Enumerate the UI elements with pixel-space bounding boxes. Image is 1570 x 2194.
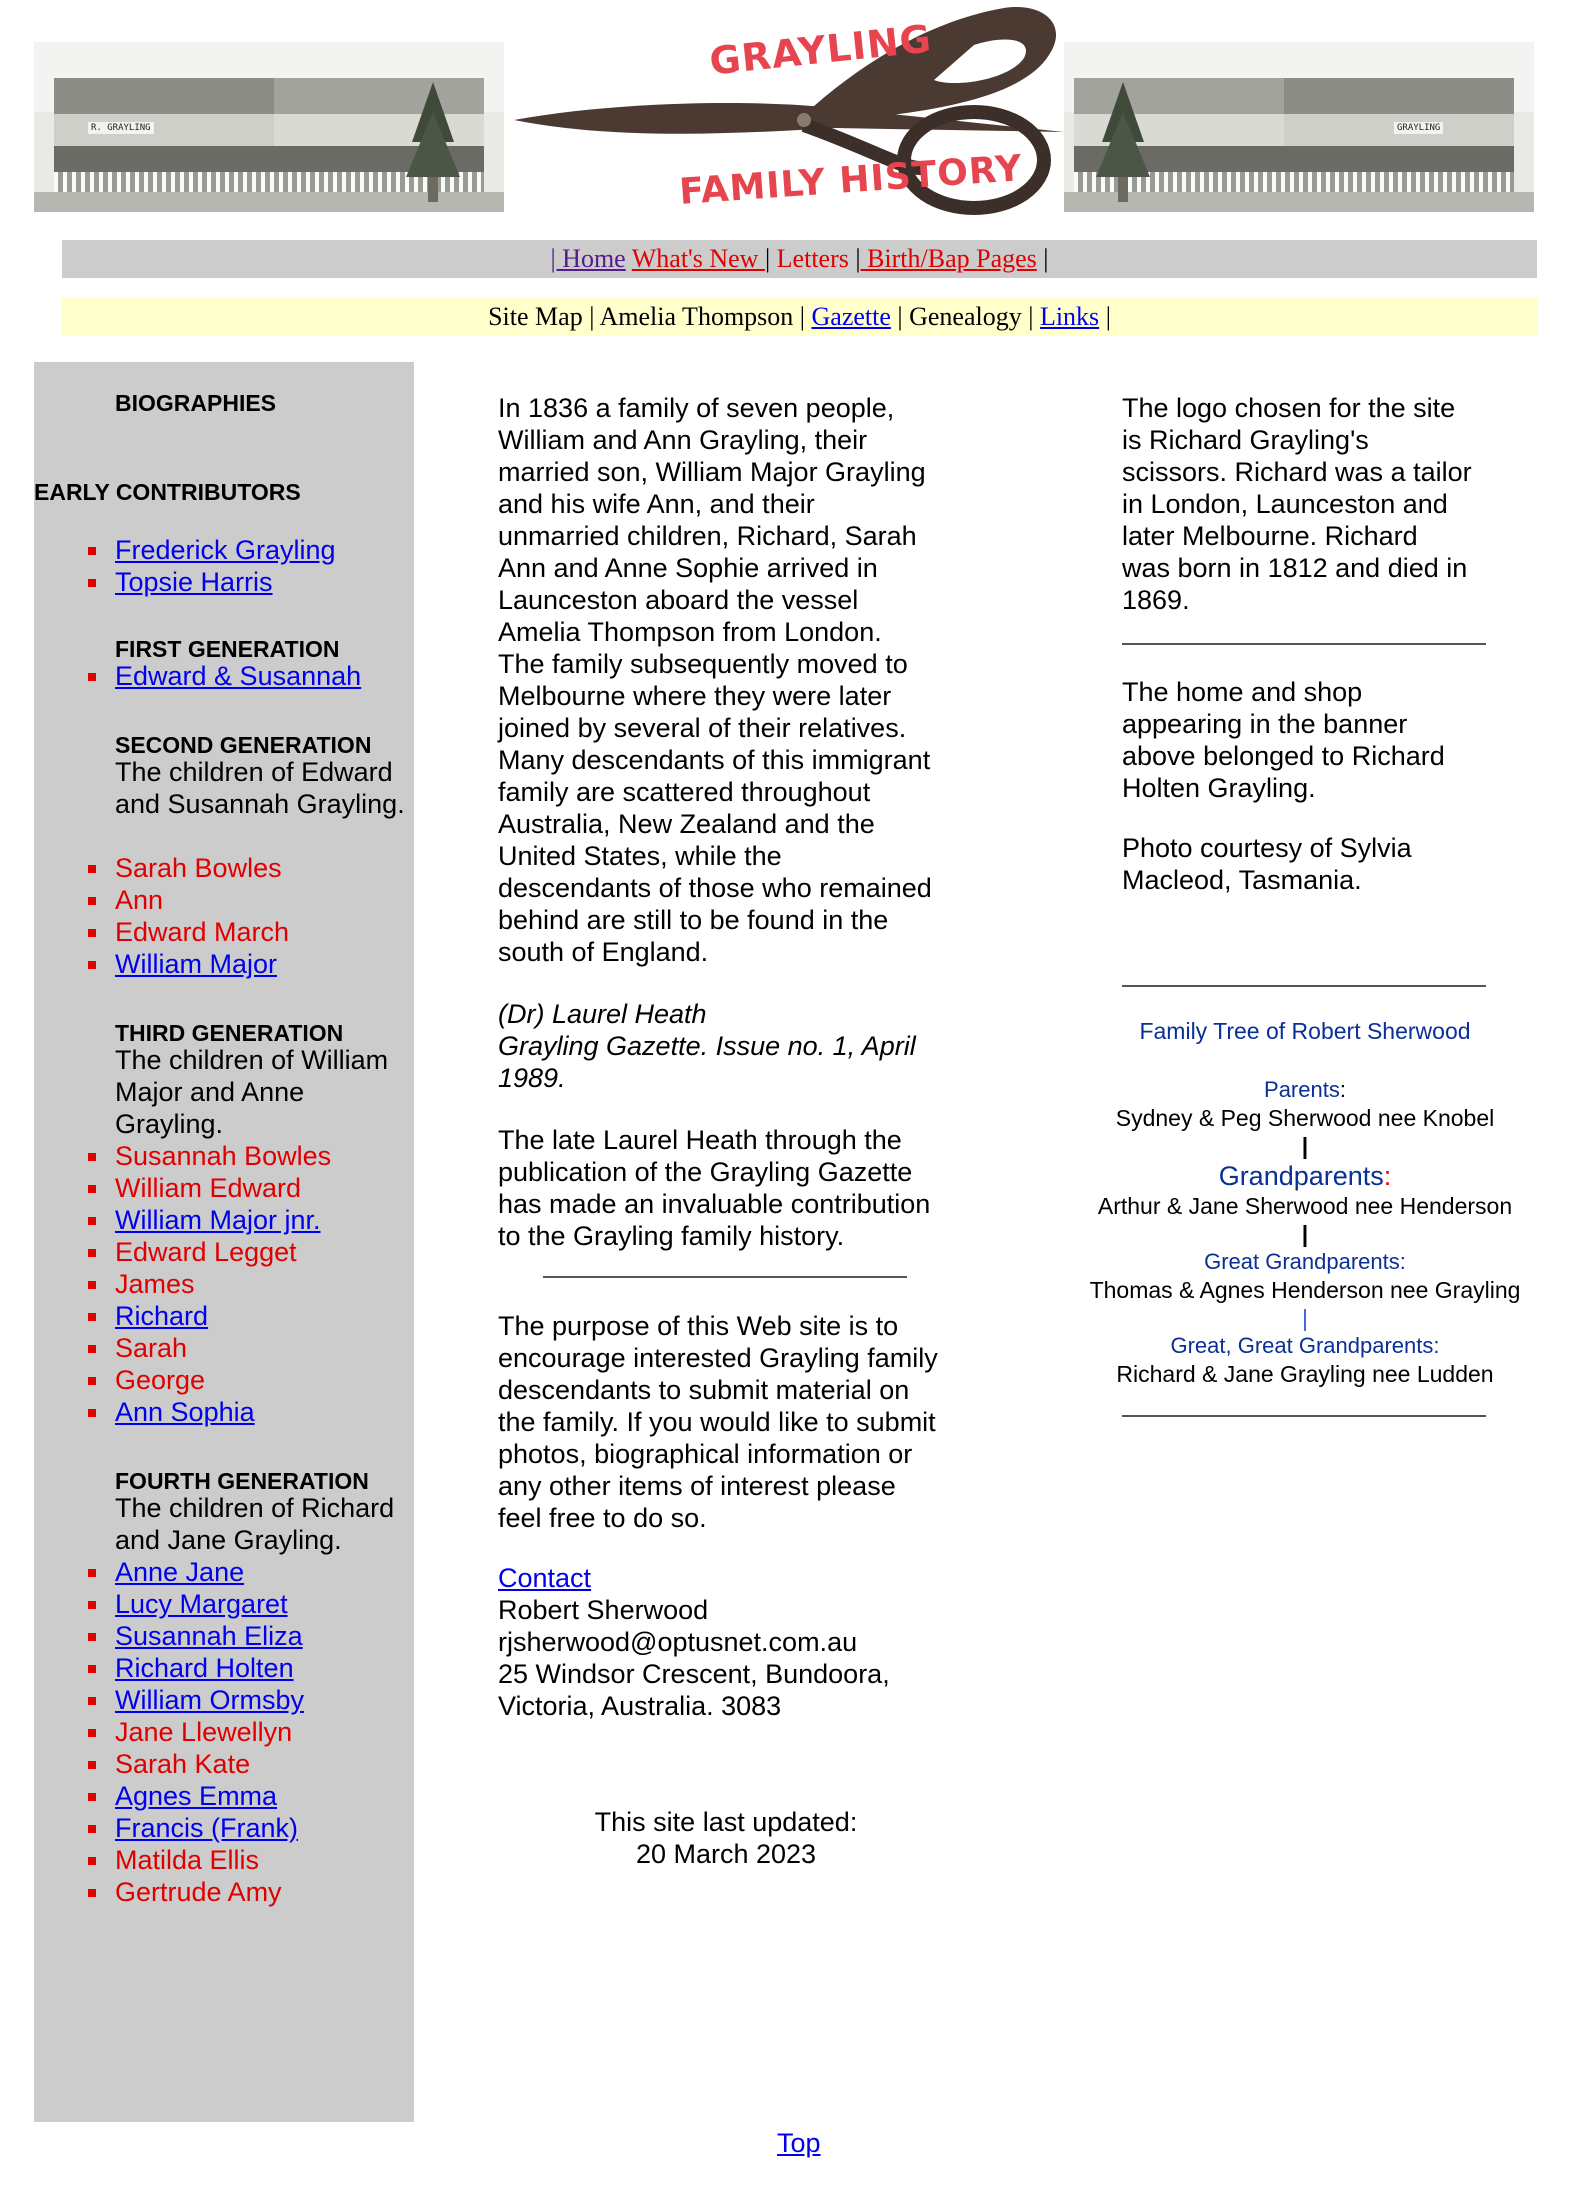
divider — [543, 1276, 907, 1278]
great-great-grandparents-names: Richard & Jane Grayling nee Ludden — [1116, 1361, 1494, 1387]
list-item — [115, 1140, 331, 1172]
list-item — [115, 916, 289, 948]
intro-paragraph — [498, 392, 954, 968]
contact-address: 25 Windsor Crescent, Bundoora, — [498, 1659, 890, 1689]
list-item — [115, 1332, 331, 1364]
text-line: The late Laurel Heath through the — [498, 1125, 902, 1155]
nav-gazette-link[interactable]: Gazette — [811, 302, 891, 331]
bio-name-ann: Ann — [115, 885, 164, 915]
text-line: The logo chosen for the site — [1122, 393, 1456, 423]
text-line: to the Grayling family history. — [498, 1221, 845, 1251]
bio-link-william-major-jnr[interactable]: William Major jnr. — [115, 1205, 321, 1235]
site-logo — [504, 0, 1064, 215]
great-great-grandparents-label: Great, Great Grandparents: — [1170, 1333, 1440, 1358]
list-item — [115, 1812, 304, 1844]
logo-paragraph — [1122, 392, 1486, 616]
label-colon: : — [1383, 1161, 1392, 1191]
list-item — [115, 1364, 331, 1396]
last-updated — [498, 1806, 954, 1870]
banner-sign-left: R. GRAYLING — [88, 122, 154, 134]
text-line: William and Ann Grayling, their — [498, 425, 868, 455]
text-line: later Melbourne. Richard — [1122, 521, 1418, 551]
first-generation-heading: FIRST GENERATION — [115, 636, 340, 662]
text-line: scissors. Richard was a tailor — [1122, 457, 1472, 487]
nav-whats-new-link[interactable]: What's New — [631, 244, 765, 273]
parents-names: Sydney & Peg Sherwood nee Knobel — [1115, 1105, 1495, 1131]
text-line: in London, Launceston and — [1122, 489, 1448, 519]
grandparents-label: Grandparents — [1218, 1161, 1384, 1191]
contact-link[interactable]: Contact — [498, 1563, 592, 1593]
last-updated-date: 20 March 2023 — [635, 1839, 817, 1869]
contact-name: Robert Sherwood — [498, 1595, 709, 1625]
text-line: behind are still to be found in the — [498, 905, 889, 935]
text-line: Melbourne where they were later — [498, 681, 892, 711]
tree-connector: | — [1301, 1133, 1309, 1159]
text-line: has made an invaluable contribution — [498, 1189, 931, 1219]
bio-link-topsie-harris[interactable]: Topsie Harris — [115, 567, 273, 597]
bio-name-james: James — [115, 1269, 195, 1299]
family-tree-title: Family Tree of Robert Sherwood — [1139, 1018, 1471, 1044]
list-item — [115, 1268, 331, 1300]
list-item — [115, 1844, 304, 1876]
list-item — [115, 1588, 304, 1620]
nav-separator: | — [1028, 302, 1034, 331]
bio-name-sarah: Sarah — [115, 1333, 188, 1363]
citation-line: Grayling Gazette. Issue no. 1, April — [498, 1031, 916, 1061]
text-line: publication of the Grayling Gazette — [498, 1157, 913, 1187]
secondary-nav — [62, 298, 1537, 336]
back-to-top-link[interactable]: Top — [777, 2128, 821, 2158]
nav-genealogy: Genealogy — [909, 302, 1022, 331]
text-line: family are scattered throughout — [498, 777, 871, 807]
list-item — [115, 1300, 331, 1332]
third-generation-description: The children of William Major and Anne Grayling. — [115, 1045, 389, 1139]
list-item — [115, 852, 289, 884]
nav-separator: | — [1105, 302, 1111, 331]
banner-photo-left — [34, 42, 504, 212]
text-line: United States, while the — [498, 841, 782, 871]
list-item — [115, 534, 336, 566]
home-shop-paragraph: The home and shop appearing in the banner above belonged to Richard Holten Grayling. — [1122, 677, 1445, 803]
divider — [1122, 643, 1486, 645]
bio-link-richard-holten[interactable]: Richard Holten — [115, 1653, 294, 1683]
nav-separator: | — [799, 302, 805, 331]
text-line: In 1836 a family of seven people, — [498, 393, 895, 423]
list-item — [115, 1780, 304, 1812]
list-item — [115, 1748, 304, 1780]
nav-separator: | — [589, 302, 595, 331]
early-contributors-heading: EARLY CONTRIBUTORS — [34, 479, 301, 505]
family-tree — [1070, 1016, 1540, 1388]
list-item — [115, 1172, 331, 1204]
logo-title-top: GRAYLING — [707, 16, 934, 84]
contact-address: Victoria, Australia. 3083 — [498, 1691, 782, 1721]
grandparents-names: Arthur & Jane Sherwood nee Henderson — [1097, 1193, 1513, 1219]
great-grandparents-label: Great Grandparents: — [1204, 1249, 1406, 1274]
citation-line: 1989. — [498, 1063, 566, 1093]
bio-link-lucy-margaret[interactable]: Lucy Margaret — [115, 1589, 288, 1619]
text-line: unmarried children, Richard, Sarah — [498, 521, 917, 551]
bio-link-william-major[interactable]: William Major — [115, 949, 277, 979]
tree-connector: | — [1301, 1221, 1309, 1247]
bio-name-jane-llewellyn: Jane Llewellyn — [115, 1717, 293, 1747]
nav-site-map: Site Map — [488, 302, 583, 331]
list-item — [115, 1556, 304, 1588]
divider — [1122, 1415, 1486, 1417]
contact-block — [498, 1562, 954, 1722]
author-name: (Dr) Laurel Heath — [498, 999, 707, 1029]
third-generation-list — [115, 1140, 331, 1428]
fourth-generation-description: The children of Richard and Jane Grayling. — [115, 1493, 395, 1555]
tree-connector: | — [1302, 1305, 1308, 1331]
bio-link-edward-susannah[interactable]: Edward & Susannah — [115, 661, 362, 691]
banner-photo-right — [1064, 42, 1534, 212]
text-line: is Richard Grayling's — [1122, 425, 1369, 455]
divider — [1122, 985, 1486, 987]
bio-name-william-edward: William Edward — [115, 1173, 302, 1203]
bio-name-sarah-kate: Sarah Kate — [115, 1749, 251, 1779]
second-generation-list — [115, 852, 289, 980]
bio-name-susannah-bowles: Susannah Bowles — [115, 1141, 332, 1171]
text-line: Amelia Thompson from London. — [498, 617, 882, 647]
fourth-generation-heading: FOURTH GENERATION — [115, 1468, 369, 1494]
logo-title-bottom: FAMILY HISTORY — [677, 148, 1024, 213]
bio-name-edward-legget: Edward Legget — [115, 1237, 297, 1267]
biographies-heading: BIOGRAPHIES — [115, 390, 277, 416]
bio-link-anne-jane[interactable]: Anne Jane — [115, 1557, 245, 1587]
bio-link-frederick-grayling[interactable]: Frederick Grayling — [115, 535, 336, 565]
site-banner — [34, 0, 1534, 215]
text-line: joined by several of their relatives. — [498, 713, 907, 743]
great-grandparents-names: Thomas & Agnes Henderson nee Grayling — [1089, 1277, 1521, 1303]
early-contributors-list — [115, 534, 336, 598]
bio-link-richard[interactable]: Richard — [115, 1301, 209, 1331]
parents-label: Parents — [1264, 1077, 1340, 1102]
bio-link-francis-frank[interactable]: Francis (Frank) — [115, 1813, 299, 1843]
list-item — [115, 660, 361, 692]
author-citation — [498, 998, 954, 1094]
list-item — [115, 1620, 304, 1652]
list-item — [115, 1236, 331, 1268]
text-line: was born in 1812 and died in 1869. — [1122, 553, 1468, 615]
text-line: Many descendants of this immigrant — [498, 745, 931, 775]
fourth-generation-list — [115, 1556, 304, 1908]
bio-name-gertrude-amy: Gertrude Amy — [115, 1877, 282, 1907]
purpose-paragraph: The purpose of this Web site is to encourage interested Grayling family descendants to submit material on the family. If you would like to submit photos, biographical information or any other items of interest please feel free to do so. — [498, 1311, 938, 1533]
second-generation-description: The children of Edward and Susannah Grayling. — [115, 757, 405, 819]
list-item — [115, 1716, 304, 1748]
list-item — [115, 884, 289, 916]
text-line: south of England. — [498, 937, 709, 967]
bio-name-edward-march: Edward March — [115, 917, 290, 947]
tribute-paragraph — [498, 1124, 954, 1252]
bio-link-ann-sophia[interactable]: Ann Sophia — [115, 1397, 255, 1427]
nav-separator: | — [855, 244, 861, 273]
nav-separator: | — [764, 244, 771, 273]
nav-separator: | — [1043, 244, 1049, 273]
last-updated-label: This site last updated: — [594, 1807, 858, 1837]
nav-separator: | — [897, 302, 903, 331]
list-item — [115, 1204, 331, 1236]
biographies-sidebar — [34, 362, 414, 2122]
list-item — [115, 948, 289, 980]
bio-link-susannah-eliza[interactable]: Susannah Eliza — [115, 1621, 303, 1651]
list-item — [115, 1684, 304, 1716]
text-line: and his wife Ann, and their — [498, 489, 815, 519]
nav-links-link[interactable]: Links — [1039, 302, 1100, 331]
bio-link-william-ormsby[interactable]: William Ormsby — [115, 1685, 304, 1715]
banner-sign-right: GRAYLING — [1394, 122, 1443, 134]
nav-home-link[interactable]: | Home — [550, 244, 626, 273]
text-line: Launceston aboard the vessel — [498, 585, 859, 615]
nav-letters: Letters — [770, 244, 856, 273]
photo-credit: Photo courtesy of Sylvia Macleod, Tasmania. — [1122, 833, 1412, 895]
second-generation-heading: SECOND GENERATION — [115, 732, 372, 758]
text-line: married son, William Major Grayling — [498, 457, 926, 487]
text-line: Ann and Anne Sophie arrived in — [498, 553, 878, 583]
list-item — [115, 566, 336, 598]
list-item — [115, 1652, 304, 1684]
third-generation-heading: THIRD GENERATION — [115, 1020, 344, 1046]
text-line: The family subsequently moved to — [498, 649, 908, 679]
list-item — [115, 1876, 304, 1908]
label-colon: : — [1339, 1077, 1346, 1102]
list-item — [115, 1396, 331, 1428]
text-line: Australia, New Zealand and the — [498, 809, 875, 839]
text-line: descendants of those who remained — [498, 873, 932, 903]
bio-name-george: George — [115, 1365, 206, 1395]
bio-name-sarah-bowles: Sarah Bowles — [115, 853, 282, 883]
bio-name-matilda-ellis: Matilda Ellis — [115, 1845, 260, 1875]
bio-link-agnes-emma[interactable]: Agnes Emma — [115, 1781, 278, 1811]
nav-amelia-thompson: Amelia Thompson — [599, 302, 794, 331]
contact-email: rjsherwood@optusnet.com.au — [498, 1627, 858, 1657]
primary-nav — [62, 240, 1537, 278]
nav-birth-bap-link[interactable]: Birth/Bap Pages — [860, 244, 1037, 273]
first-generation-list — [115, 660, 361, 692]
